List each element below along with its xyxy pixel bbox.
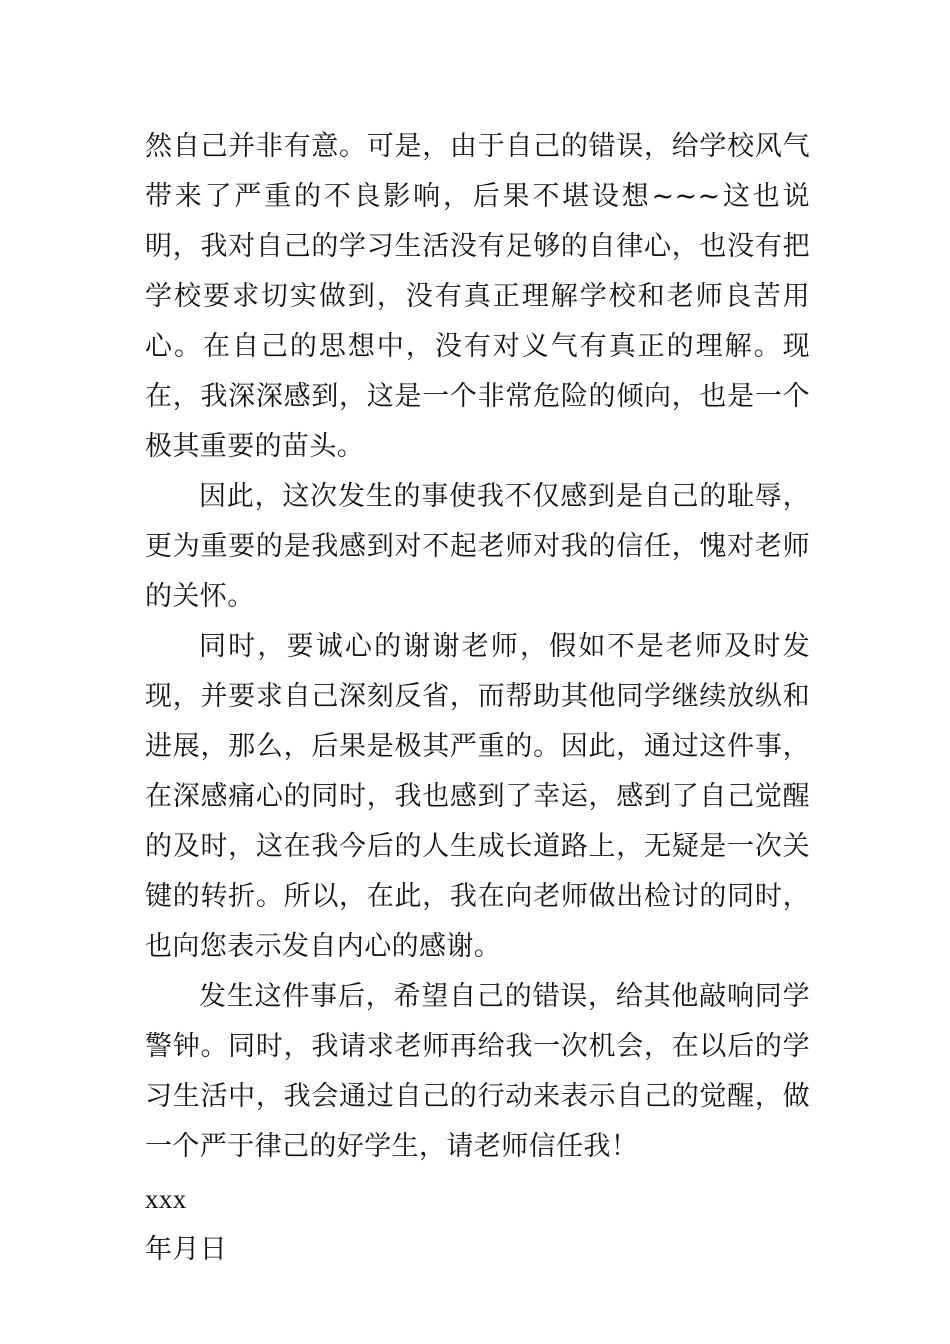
signature: xxx bbox=[145, 1184, 187, 1214]
paragraph-3: 同时，要诚心的谢谢老师，假如不是老师及时发现，并要求自己深刻反省，而帮助其他同学继续放纵和进展，那么，后果是极其严重的。因此，通过这件事，在深感痛心的同时，我也感到了幸运，感到了自己觉醒的及时，这在我今后的人生成长道路上，无疑是一次关键的转折。所以，在此，我在向老师做出检讨的同时，也向您表示发自内心的感谢。 bbox=[145, 631, 810, 962]
paragraph-1: 然自己并非有意。可是，由于自己的错误，给学校风气带来了严重的不良影响，后果不堪设想~~~这也说明，我对自己的学习生活没有足够的自律心，也没有把学校要求切实做到，没有真正理解学校和老师良苦用心。在自己的思想中，没有对义气有真正的理解。现在，我深深感到，这是一个非常危险的倾向，也是一个极其重要的苗头。 bbox=[145, 131, 810, 462]
date-line: 年月日 bbox=[145, 1234, 228, 1264]
paragraph-4: 发生这件事后，希望自己的错误，给其他敲响同学警钟。同时，我请求老师再给我一次机会，在以后的学习生活中，我会通过自己的行动来表示自己的觉醒，做一个严于律己的好学生，请老师信任我！ bbox=[145, 981, 810, 1162]
paragraph-2: 因此，这次发生的事使我不仅感到是自己的耻辱，更为重要的是我感到对不起老师对我的信任，愧对老师的关怀。 bbox=[145, 481, 810, 612]
document-body bbox=[145, 122, 810, 1274]
